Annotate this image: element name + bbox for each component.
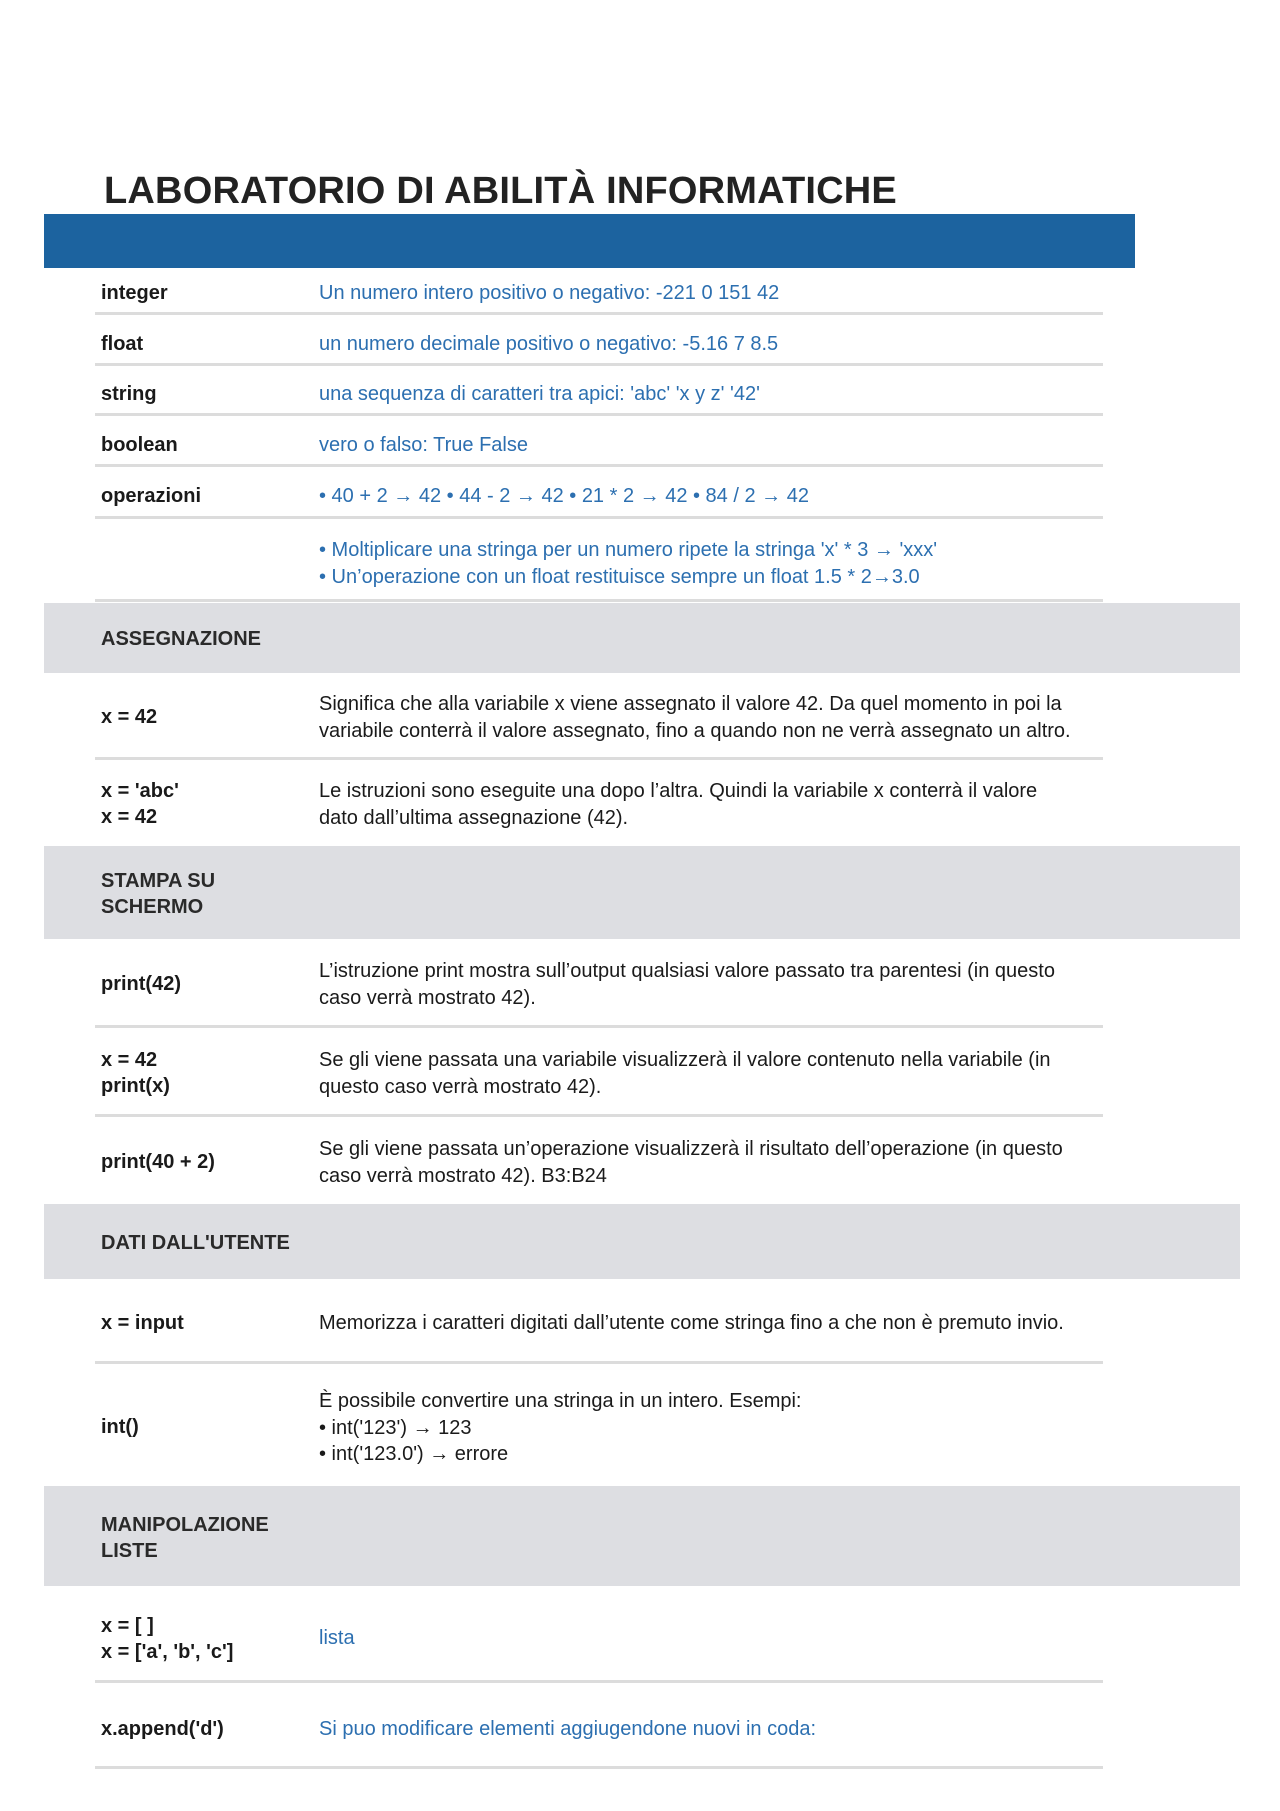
row-key-integer: integer [101,282,168,304]
row-value-stampa-1: L’istruzione print mostra sull’output qualsiasi valore passato tra parentesi (in questo caso verrà mostrato 42). [319,960,1055,1009]
section-heading-stampa: STAMPA SU SCHERMO [101,870,216,918]
divider [95,464,1103,467]
row-key-stampa-1: print(42) [101,973,181,995]
row-value-operazioni-notes: • Moltiplicare una stringa per un numero ripete la stringa 'x' * 3 → 'xxx' • Un’operazione con un float restituisce sempre un float 1.5 * 2→3.0 [319,539,938,588]
section-heading-liste: MANIPOLAZIONE LISTE [101,1514,269,1562]
section-heading-dati-utente: DATI DALL'UTENTE [101,1232,290,1254]
row-key-dati-1: x = input [101,1312,184,1334]
row-key-float: float [101,333,144,355]
row-value-liste-1: lista [319,1627,355,1649]
row-key-stampa-2: x = 42 print(x) [101,1049,170,1097]
divider [95,1361,1103,1364]
row-value-boolean: vero o falso: True False [319,434,528,456]
section-heading-assegnazione: ASSEGNAZIONE [101,628,262,650]
row-value-dati-2: È possibile convertire una stringa in un intero. Esempi: • int('123') → 123 • int('123.0') → errore [319,1390,802,1465]
row-key-boolean: boolean [101,434,178,456]
divider [95,1680,1103,1683]
document-title: LABORATORIO DI ABILITÀ INFORMATICHE [104,170,897,212]
divider [95,1114,1103,1117]
row-value-stampa-3: Se gli viene passata un’operazione visualizzerà il risultato dell’operazione (in questo caso verrà mostrato 42). B3:B24 [319,1138,1063,1187]
divider [95,312,1103,315]
divider [95,757,1103,760]
row-value-operazioni: • 40 + 2 → 42 • 44 - 2 → 42 • 21 * 2 → 42 • 84 / 2 → 42 [319,485,809,507]
divider [95,599,1103,602]
row-value-assegnazione-2: Le istruzioni sono eseguite una dopo l’altra. Quindi la variabile x conterrà il valore dato dall’ultima assegnazione (42). [319,780,1038,829]
row-key-operazioni: operazioni [101,485,202,507]
row-key-assegnazione-2: x = 'abc' x = 42 [101,780,179,828]
row-key-liste-1: x = [ ] x = ['a', 'b', 'c'] [101,1615,234,1663]
row-value-string: una sequenza di caratteri tra apici: 'abc' 'x y z' '42' [319,383,760,405]
row-value-liste-2: Si puo modificare elementi aggiugendone nuovi in coda: [319,1718,817,1740]
row-value-assegnazione-1: Significa che alla variabile x viene assegnato il valore 42. Da quel momento in poi la variabile conterrà il valore assegnato, fino a quando non ne verrà assegnato un altro. [319,693,1071,742]
row-key-assegnazione-1: x = 42 [101,706,158,728]
divider [95,516,1103,519]
row-key-stampa-3: print(40 + 2) [101,1151,215,1173]
divider [95,1025,1103,1028]
divider [95,413,1103,416]
divider [95,1766,1103,1769]
row-value-float: un numero decimale positivo o negativo: -5.16 7 8.5 [319,333,779,355]
row-key-dati-2: int() [101,1416,139,1438]
divider [95,363,1103,366]
title-accent-bar [44,214,1135,268]
row-key-string: string [101,383,157,405]
row-key-liste-2: x.append('d') [101,1718,224,1740]
row-value-integer: Un numero intero positivo o negativo: -221 0 151 42 [319,282,780,304]
row-value-dati-1: Memorizza i caratteri digitati dall’utente come stringa fino a che non è premuto invio. [319,1312,1064,1334]
row-value-stampa-2: Se gli viene passata una variabile visualizzerà il valore contenuto nella variabile (in questo caso verrà mostrato 42). [319,1049,1051,1098]
